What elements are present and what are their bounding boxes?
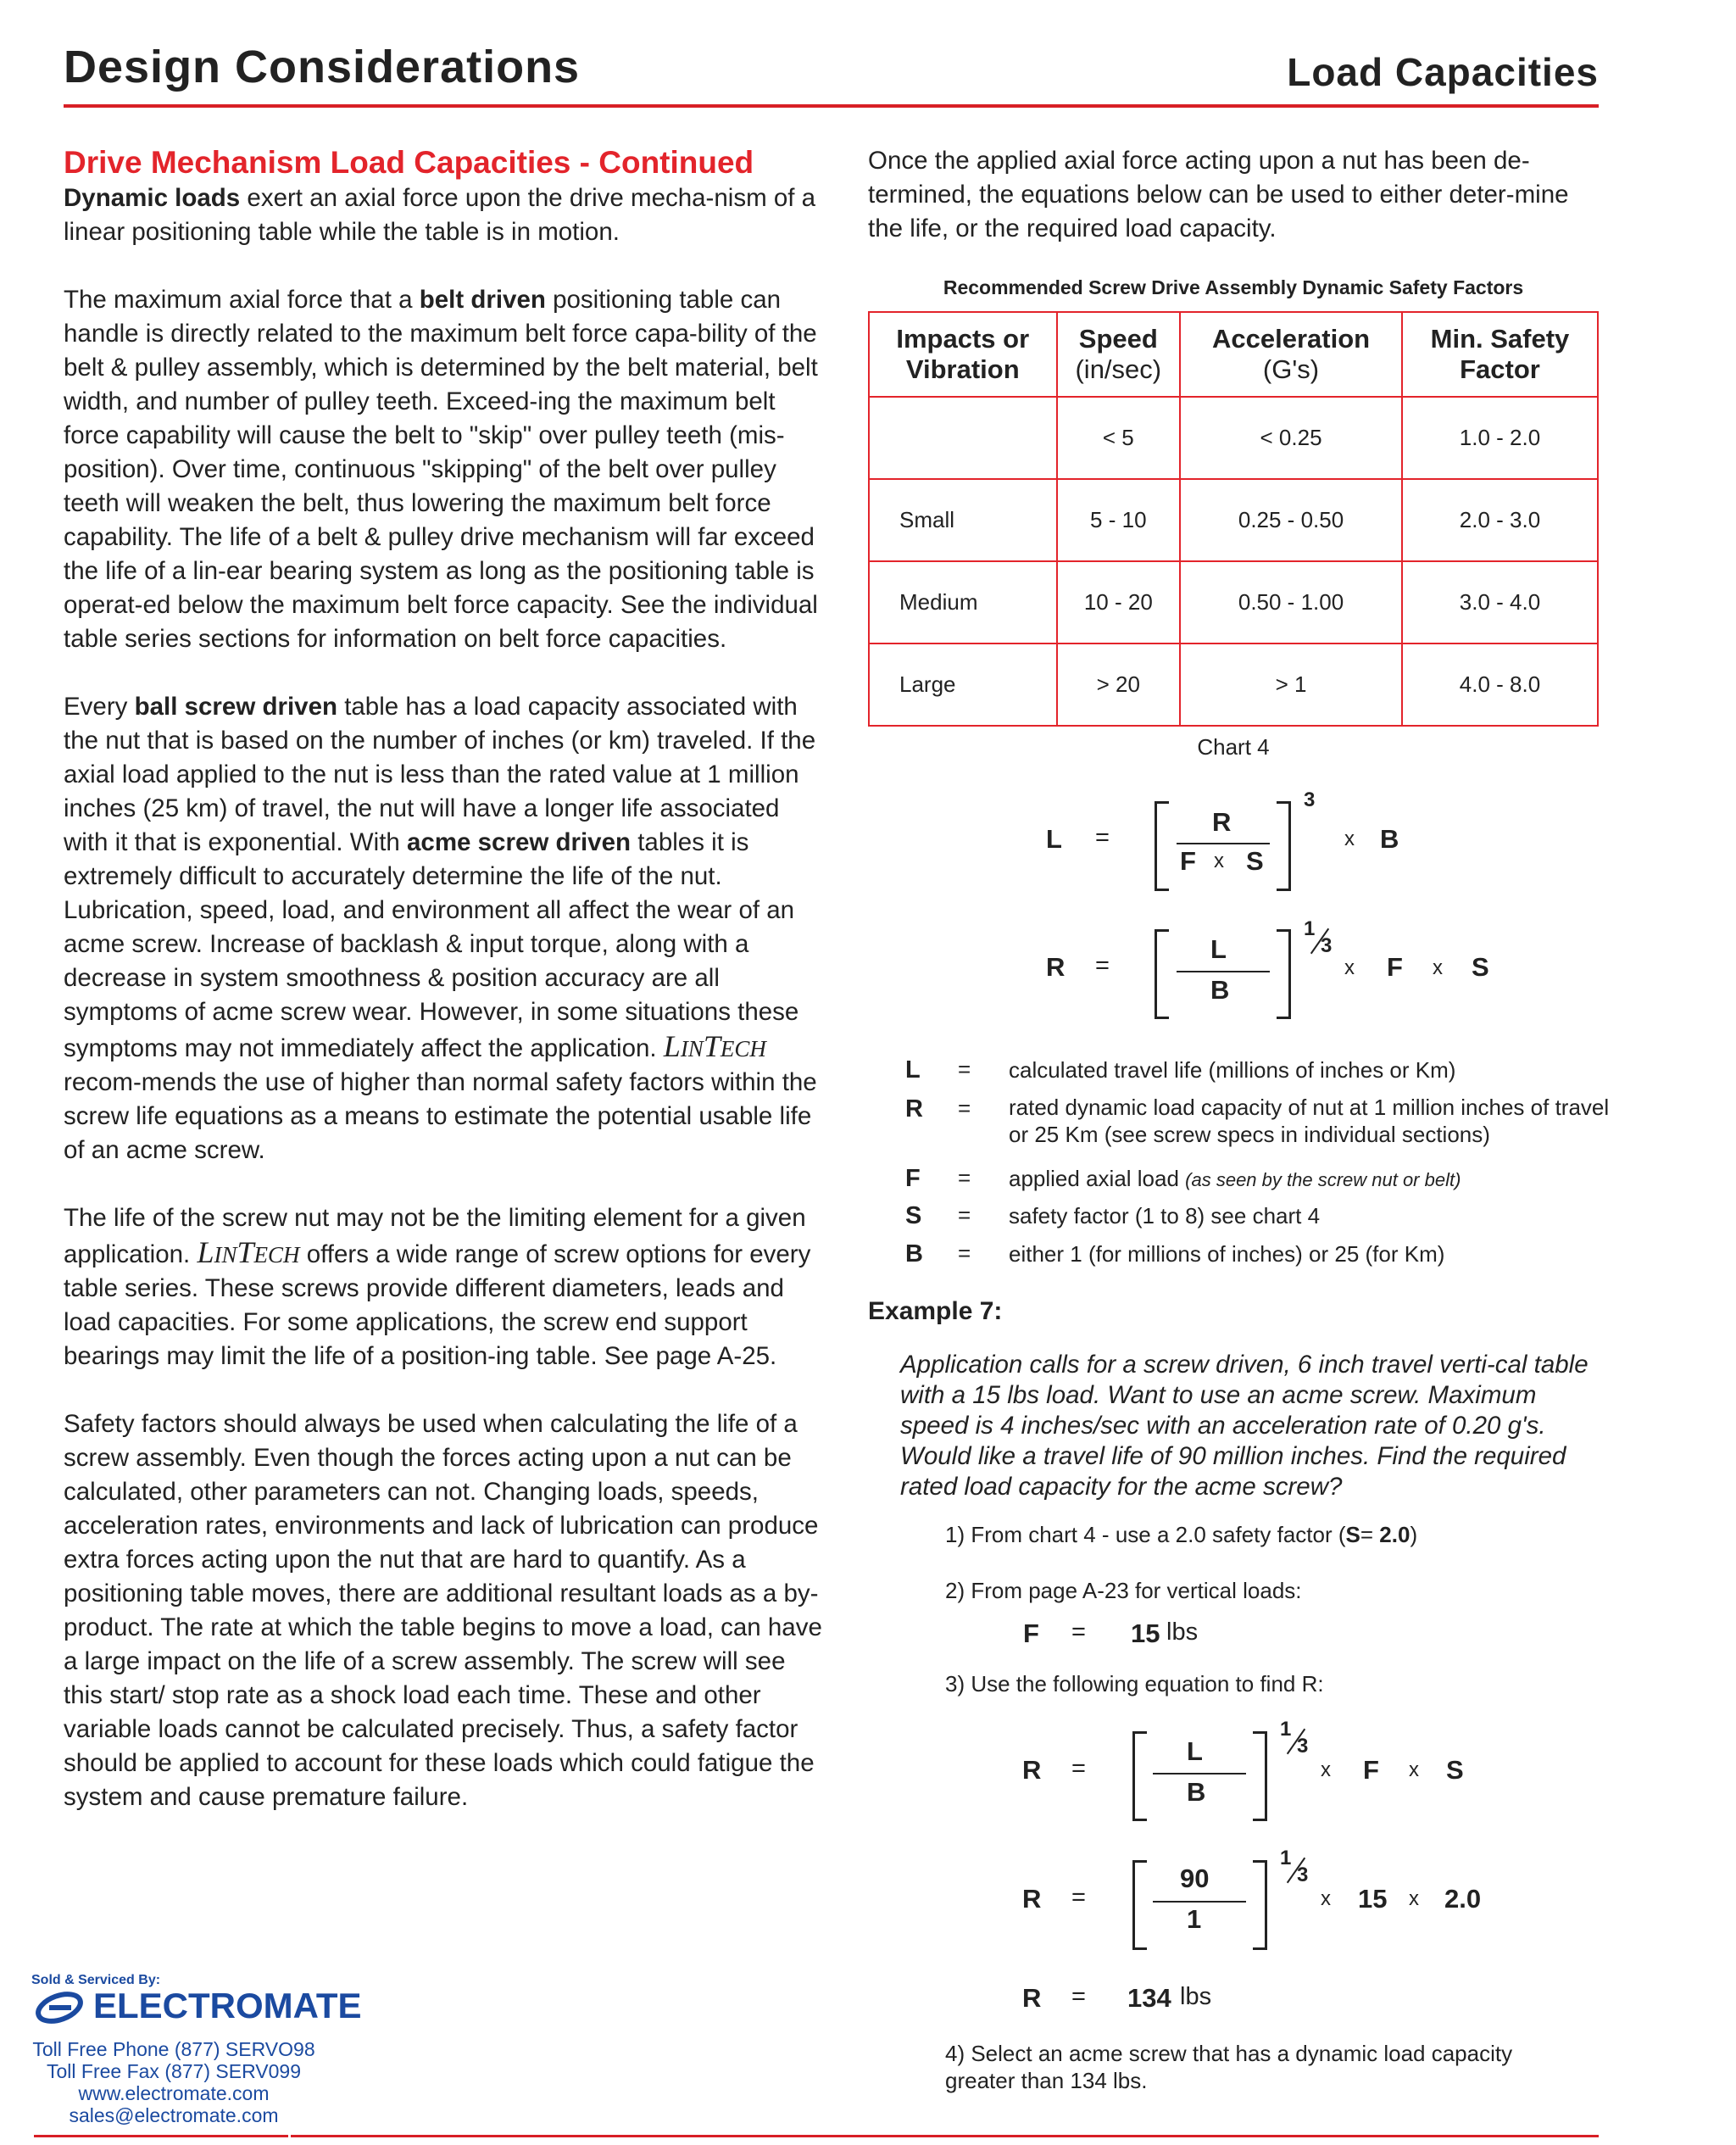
chart-caption: Chart 4 (1197, 734, 1270, 760)
term-ball-screw-driven: ball screw driven (134, 693, 337, 721)
eq-symbol: F (1363, 1755, 1379, 1785)
header-rule (64, 104, 1599, 108)
paragraph-ball-screw (64, 690, 826, 1167)
chart-title: Recommended Screw Drive Assembly Dynamic Safety Factors (943, 276, 1524, 298)
text: exert an axial force upon the drive mecha-nism of a linear positioning table while the table is in motion. (64, 184, 816, 246)
left-bracket (1132, 1860, 1147, 1950)
right-bracket (1253, 1731, 1267, 1821)
exponent-numerator: 1 (1280, 1847, 1292, 1869)
column-header-safety-factor: Min. Safety Factor (1402, 312, 1598, 397)
numerator-value: 90 (1180, 1864, 1210, 1893)
fraction-bar (1177, 843, 1270, 844)
eq-times: x (1321, 1758, 1331, 1781)
eq-symbol: F (1387, 952, 1403, 982)
def-equals: = (958, 1240, 971, 1266)
table-cell: 4.0 - 8.0 (1402, 644, 1598, 726)
table-cell: 5 - 10 (1057, 479, 1181, 561)
denominator-value: 1 (1187, 1904, 1202, 1934)
table-cell: 1.0 - 2.0 (1402, 397, 1598, 479)
table-cell: 3.0 - 4.0 (1402, 561, 1598, 644)
eq-times: x (1214, 850, 1224, 872)
right-column (868, 144, 1605, 246)
right-bracket (1253, 1860, 1267, 1950)
eq-equals: = (1071, 1983, 1086, 2010)
def-symbol: R (905, 1095, 923, 1123)
contact-phone: Toll Free Phone (877) SERVO98 (32, 2038, 315, 2060)
left-bracket (1132, 1731, 1147, 1821)
footer-rule (291, 2135, 1599, 2137)
result-unit: lbs (1180, 1983, 1212, 2010)
contact-website[interactable]: www.electromate.com (78, 2082, 270, 2104)
term-acme-screw-driven: acme screw driven (407, 828, 632, 856)
eq-times: x (1321, 1887, 1331, 1910)
table-row (869, 479, 1598, 561)
right-bracket (1277, 801, 1291, 891)
def-equals: = (958, 1202, 971, 1228)
contact-fax: Toll Free Fax (877) SERV099 (47, 2060, 301, 2082)
eq-times: x (1409, 1887, 1419, 1910)
def-text: safety factor (1 to 8) see chart 4 (1009, 1203, 1321, 1228)
fraction-bar (1153, 1773, 1246, 1774)
def-note: (as seen by the screw nut or belt) (1185, 1169, 1461, 1190)
def-text: either 1 (for millions of inches) or 25 (for Km) (1009, 1241, 1445, 1267)
fraction-bar (1153, 1901, 1246, 1903)
footer-rule (34, 2135, 288, 2137)
company-name: ELECTROMATE (93, 1986, 362, 2025)
table-cell: < 0.25 (1180, 397, 1402, 479)
force-unit: lbs (1166, 1618, 1199, 1646)
table-row (869, 561, 1598, 644)
table-row (869, 644, 1598, 726)
contact-email[interactable]: sales@electromate.com (69, 2104, 279, 2126)
table-cell: Medium (869, 561, 1057, 644)
eq-symbol: F (1180, 846, 1196, 876)
example-step-4: 4) Select an acme screw that has a dynamic load capacity greater than 134 lbs. (945, 2041, 1513, 2093)
def-equals: = (958, 1095, 971, 1121)
text: recom-mends the use of higher than normal safety factors within the screw life equations as a means to estimate the potential usable life of an acme screw. (64, 1068, 817, 1164)
exponent-numerator: 1 (1280, 1718, 1292, 1741)
brand-lintech: LINTECH (197, 1235, 300, 1269)
table-cell: 0.50 - 1.00 (1180, 561, 1402, 644)
text: The maximum axial force that a (64, 286, 420, 314)
eq-symbol: S (1446, 1755, 1464, 1785)
text: table has a load capacity associated with the nut that is based on the number of inches (or km) traveled. If the axial load applied to the nut is less than the rated value at 1 million inches (25 km) of travel, the nut will have a longer life associated with it that is exponential. With (64, 693, 816, 856)
force-value: 15 (1358, 1884, 1388, 1914)
exponent-denominator: 3 (1321, 934, 1333, 957)
text: offers a wide range of screw options for every table series. These screws provide different diameters, leads and load capacities. For some applications, the screw end support bearings may limit the life of a position-ing table. See page A-25. (64, 1240, 811, 1370)
eq-symbol: L (1210, 934, 1227, 964)
eq-symbol: B (1210, 975, 1230, 1005)
table-row (869, 397, 1598, 479)
def-symbol: F (905, 1165, 921, 1192)
def-symbol: B (905, 1240, 923, 1268)
eq-times: x (1409, 1758, 1419, 1781)
exponent-numerator: 1 (1304, 917, 1316, 940)
force-value: 15 (1131, 1618, 1160, 1648)
eq-times: x (1344, 827, 1355, 850)
example-title: Example 7: (868, 1297, 1003, 1325)
sold-serviced-label: Sold & Serviced By: (31, 1973, 161, 1987)
table-cell: > 20 (1057, 644, 1181, 726)
text: positioning table can handle is directly related to the maximum belt force capa-bility of the belt & pulley assembly, which is determined by the belt material, belt width, and number of pulley teeth. Exceed-ing the maximum belt force capability will cause the belt to "skip" over pulley teeth (mis-position). Over time, continuous "skipping" of the belt over pulley teeth will weaken the belt, thus lowering the maximum belt force capability. The life of a belt & pulley drive mechanism will far exceed the life of a lin-ear bearing system as long as the positioning table is operat-ed below the maximum belt force capacity. See the individual table series sections for information on belt force capacities. (64, 286, 818, 653)
example-step-2: 2) From page A-23 for vertical loads: (945, 1578, 1302, 1603)
def-text: calculated travel life (millions of inches or Km) (1009, 1057, 1456, 1083)
electromate-logo-icon (34, 1989, 88, 2026)
eq-symbol: R (1022, 1884, 1042, 1914)
paragraph-screw-nut-life (64, 1201, 826, 1373)
eq-symbol: S (1472, 952, 1489, 982)
eq-equals: = (1071, 1884, 1086, 1911)
left-bracket (1155, 929, 1169, 1019)
table-cell: > 1 (1180, 644, 1402, 726)
eq-symbol: L (1187, 1736, 1203, 1766)
eq-symbol: R (1022, 1983, 1042, 2013)
exponent: 3 (1304, 788, 1316, 811)
table-cell (869, 397, 1057, 479)
eq-symbol: R (1022, 1755, 1042, 1785)
paragraph-dynamic-loads (64, 181, 826, 249)
table-header-row (869, 312, 1598, 397)
table-cell: Large (869, 644, 1057, 726)
term-dynamic-loads: Dynamic loads (64, 184, 241, 212)
right-bracket (1277, 929, 1291, 1019)
paragraph-belt-driven (64, 283, 826, 656)
paragraph-safety-factors: Safety factors should always be used when calculating the life of a screw assembly. Even though the forces acting upon a nut can be calculated, other parameters can not. Changing loads, speeds, acceleration rates, environments and lack of lubrication can produce extra forces acting upon the nut that are hard to quantify. As a positioning table moves, there are additional resultant loads as a by-product. The rate at which the table begins to move a load, can have a large impact on the life of a screw assembly. The screw will see this start/ stop rate as a shock load each time. These and other variable loads cannot be calculated precisely. Thus, a safety factor should be applied to account for these loads which could fatigue the system and cause premature failure. (64, 1410, 822, 1811)
result-value: 134 (1127, 1983, 1171, 2013)
example-step-1: 1) From chart 4 - use a 2.0 safety factor (S= 2.0) (945, 1522, 1418, 1547)
eq-equals: = (1071, 1755, 1086, 1782)
fraction-bar (1177, 971, 1270, 972)
left-column (64, 144, 826, 1814)
section-title: Drive Mechanism Load Capacities - Continued (64, 145, 754, 180)
term-belt-driven: belt driven (419, 286, 546, 314)
eq-times: x (1433, 956, 1443, 979)
exponent-denominator: 3 (1297, 1735, 1309, 1758)
def-equals: = (958, 1165, 971, 1190)
table-cell: Small (869, 479, 1057, 561)
eq-symbol: F (1023, 1618, 1039, 1648)
safety-factor-table (868, 311, 1599, 727)
example-step-3: 3) Use the following equation to find R: (945, 1671, 1324, 1696)
eq-symbol: R (1046, 952, 1066, 982)
def-symbol: S (905, 1202, 922, 1229)
def-symbol: L (905, 1056, 921, 1084)
eq-symbol: B (1380, 824, 1399, 854)
page-title: Design Considerations (64, 42, 581, 92)
page-subtitle: Load Capacities (1287, 50, 1599, 94)
table-cell: 2.0 - 3.0 (1402, 479, 1598, 561)
example-problem: Application calls for a screw driven, 6 inch travel verti-cal table with a 15 lbs load. Want to use an acme screw. Maximum speed is 4 inches/sec with an acceleration rate of 0.20 g's. Would like a travel life of 90 million inches. Find the required rated load capacity for the acme screw? (900, 1351, 1589, 1501)
eq-equals: = (1095, 824, 1110, 851)
safety-factor-value: 2.0 (1444, 1884, 1482, 1914)
exponent-denominator: 3 (1297, 1864, 1309, 1886)
brand-lintech: LINTECH (663, 1029, 766, 1063)
eq-times: x (1344, 956, 1355, 979)
intro-paragraph: Once the applied axial force acting upon a nut has been de-termined, the equations below can be used to either deter-mine the life, or the required load capacity. (868, 147, 1569, 242)
table-cell: 0.25 - 0.50 (1180, 479, 1402, 561)
def-text: applied axial load (as seen by the screw nut or belt) (1009, 1166, 1461, 1191)
eq-equals: = (1071, 1618, 1086, 1646)
def-text: rated dynamic load capacity of nut at 1 million inches of travel or 25 Km (see screw specs in individual sections) (1009, 1095, 1610, 1147)
column-header-acceleration: Acceleration (G's) (1180, 312, 1402, 397)
eq-symbol: B (1187, 1777, 1206, 1807)
column-header-impacts: Impacts or Vibration (869, 312, 1057, 397)
eq-symbol: R (1212, 807, 1232, 837)
eq-symbol: L (1046, 824, 1062, 854)
eq-equals: = (1095, 952, 1110, 979)
text: tables it is extremely difficult to accurately determine the life of the nut. Lubrication, speed, load, and environment all affect the wear of an acme screw. Increase of backlash & input torque, along with a decrease in system smoothness & position accuracy are all symptoms of acme screw wear. However, in some situations these symptoms may not immediately affect the application. (64, 828, 799, 1062)
column-header-speed: Speed (in/sec) (1057, 312, 1181, 397)
def-equals: = (958, 1056, 971, 1082)
text: Every (64, 693, 135, 721)
left-bracket (1155, 801, 1169, 891)
table-cell: 10 - 20 (1057, 561, 1181, 644)
eq-symbol: S (1246, 846, 1264, 876)
table-cell: < 5 (1057, 397, 1181, 479)
text: The life of the screw nut may not be the limiting element for a given application. (64, 1204, 806, 1268)
